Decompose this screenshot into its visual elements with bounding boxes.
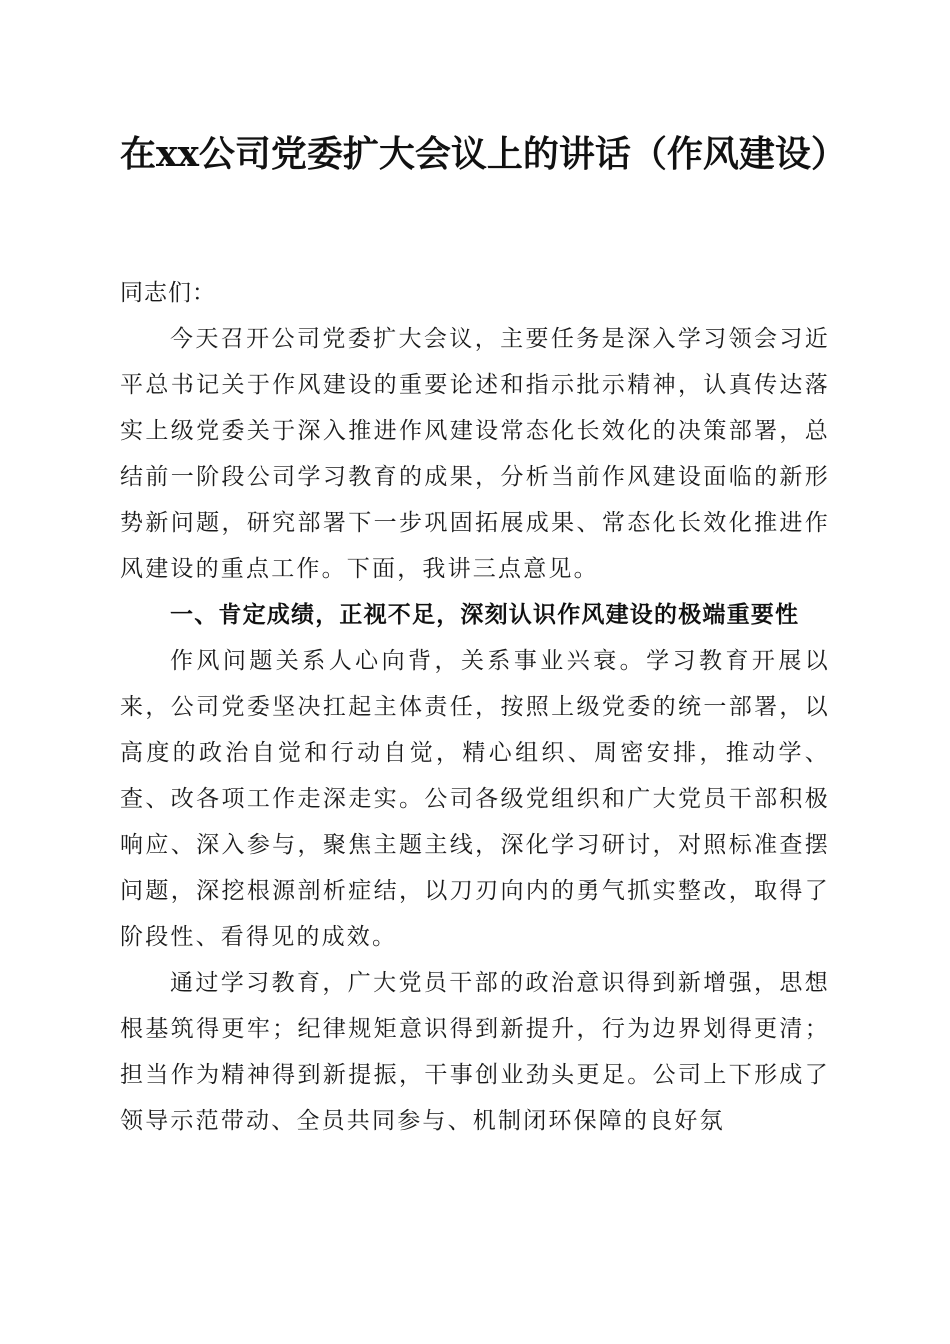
intro-paragraph: 今天召开公司党委扩大会议，主要任务是深入学习领会习近平总书记关于作风建设的重要论述和指示批示精神，认真传达落实上级党委关于深入推进作风建设常态化长效化的决策部署，总结前一阶段公司学习教育的成果，分析当前作风建设面临的新形势新问题，研究部署下一步巩固拓展成果、常态化长效化推进作风建设的重点工作。下面，我讲三点意见。: [120, 326, 830, 582]
section-paragraph: 通过学习教育，广大党员干部的政治意识得到新增强，思想根基筑得更牢；纪律规矩意识得到新提升，行为边界划得更清；担当作为精神得到新提振，干事创业劲头更足。公司上下形成了领导示范带动、全员共同参与、机制闭环保障的良好氛: [120, 970, 830, 1134]
document-title: 在xx公司党委扩大会议上的讲话（作风建设）: [120, 133, 847, 175]
section-paragraph: 作风问题关系人心向背，关系事业兴衰。学习教育开展以来，公司党委坚决扛起主体责任，按照上级党委的统一部署，以高度的政治自觉和行动自觉，精心组织、周密安排，推动学、查、改各项工作走深走实。公司各级党组织和广大党员干部积极响应、深入参与，聚焦主题主线，深化学习研讨，对照标准查摆问题，深挖根源剖析症结，以刀刃向内的勇气抓实整改，取得了阶段性、看得见的成效。: [120, 648, 830, 950]
salutation: 同志们：: [120, 280, 216, 306]
document-body: [120, 270, 830, 1144]
section-heading-1: 一、肯定成绩，正视不足，深刻认识作风建设的极端重要性: [170, 602, 800, 628]
